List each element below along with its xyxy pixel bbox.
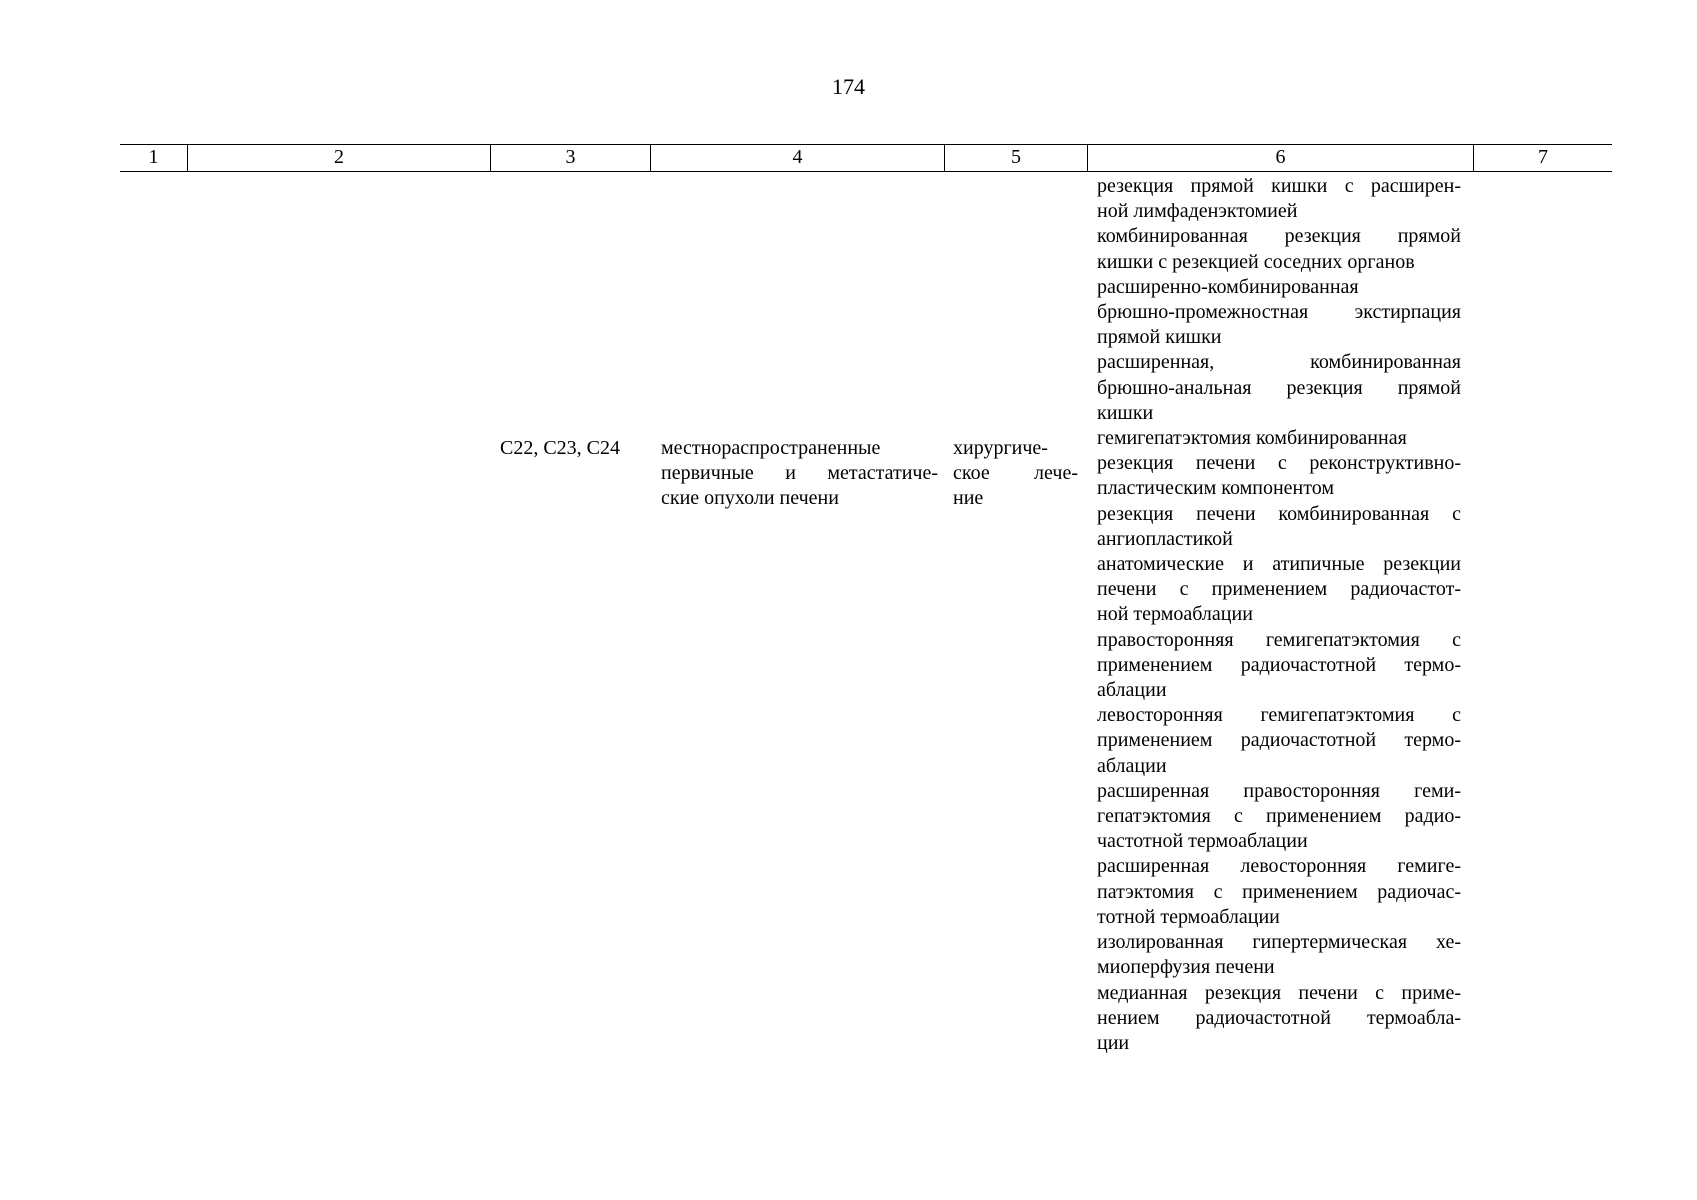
method-line: брюшно-анальная резекция прямой [1097, 376, 1461, 399]
method-line: ангиопластикой [1097, 527, 1233, 550]
method-line: анатомические и атипичные резекции [1097, 553, 1461, 576]
diagnosis-line: ские опухоли печени [661, 487, 839, 510]
diagnosis-line: местнораспространенные [661, 437, 881, 459]
method-line: печени с применением радиочастот- [1097, 578, 1461, 601]
method-line: резекция прямой кишки с расширен- [1097, 175, 1461, 197]
method-line: расширенная правосторонняя геми- [1097, 779, 1461, 802]
method-line: ной лимфаденэктомией [1097, 200, 1298, 223]
page-number: 174 [832, 74, 865, 99]
diagnosis-line: первичные и метастатиче- [661, 462, 938, 485]
column-header-6: 6 [1088, 145, 1474, 171]
treatment-methods-list [1097, 174, 1461, 1056]
method-line: изолированная гипертермическая хе- [1097, 931, 1461, 954]
method-line: расширенная левосторонняя гемиге- [1097, 855, 1461, 878]
method-line: гепатэктомия с применением радио- [1097, 805, 1461, 828]
column-header-1: 1 [120, 145, 188, 171]
method-line: кишки с резекцией соседних органов [1097, 250, 1415, 273]
method-line: нением радиочастотной термоабла- [1097, 1006, 1461, 1029]
diagnosis-description [661, 436, 938, 512]
method-line: кишки [1097, 401, 1154, 424]
method-line: комбинированная резекция прямой [1097, 225, 1461, 248]
treatment-line: ское лече- [953, 462, 1078, 485]
table-header-row [120, 144, 1612, 172]
method-line: прямой кишки [1097, 326, 1222, 349]
treatment-line: ние [953, 487, 984, 510]
diagnosis-codes: С22, С23, С24 [500, 437, 621, 459]
treatment-line: хирургиче- [953, 437, 1048, 459]
column-header-4: 4 [651, 145, 945, 171]
method-line: частотной термоаблации [1097, 830, 1308, 853]
method-line: патэктомия с применением радиочас- [1097, 880, 1461, 903]
method-line: левосторонняя гемигепатэктомия с [1097, 704, 1461, 727]
method-line: брюшно-промежностная экстирпация [1097, 301, 1461, 324]
method-line: миоперфузия печени [1097, 956, 1275, 979]
method-line: резекция печени с реконструктивно- [1097, 452, 1461, 475]
method-line: гемигепатэктомия комбинированная [1097, 427, 1407, 450]
method-line: резекция печени комбинированная с [1097, 502, 1461, 525]
column-header-3: 3 [491, 145, 651, 171]
column-header-5: 5 [945, 145, 1088, 171]
column-header-2: 2 [188, 145, 491, 171]
method-line: тотной термоаблации [1097, 905, 1280, 928]
method-line: пластическим компонентом [1097, 477, 1334, 500]
method-line: аблации [1097, 679, 1167, 702]
method-line: ции [1097, 1031, 1130, 1054]
method-line: аблации [1097, 754, 1167, 777]
method-line: правосторонняя гемигепатэктомия с [1097, 628, 1461, 651]
method-line: применением радиочастотной термо- [1097, 653, 1461, 676]
method-line: расширенно-комбинированная [1097, 275, 1359, 298]
treatment-type [953, 436, 1078, 512]
method-line: медианная резекция печени с приме- [1097, 981, 1461, 1004]
method-line: применением радиочастотной термо- [1097, 729, 1461, 752]
method-line: расширенная, комбинированная [1097, 351, 1461, 374]
method-line: ной термоаблации [1097, 603, 1253, 626]
column-header-7: 7 [1538, 146, 1548, 168]
